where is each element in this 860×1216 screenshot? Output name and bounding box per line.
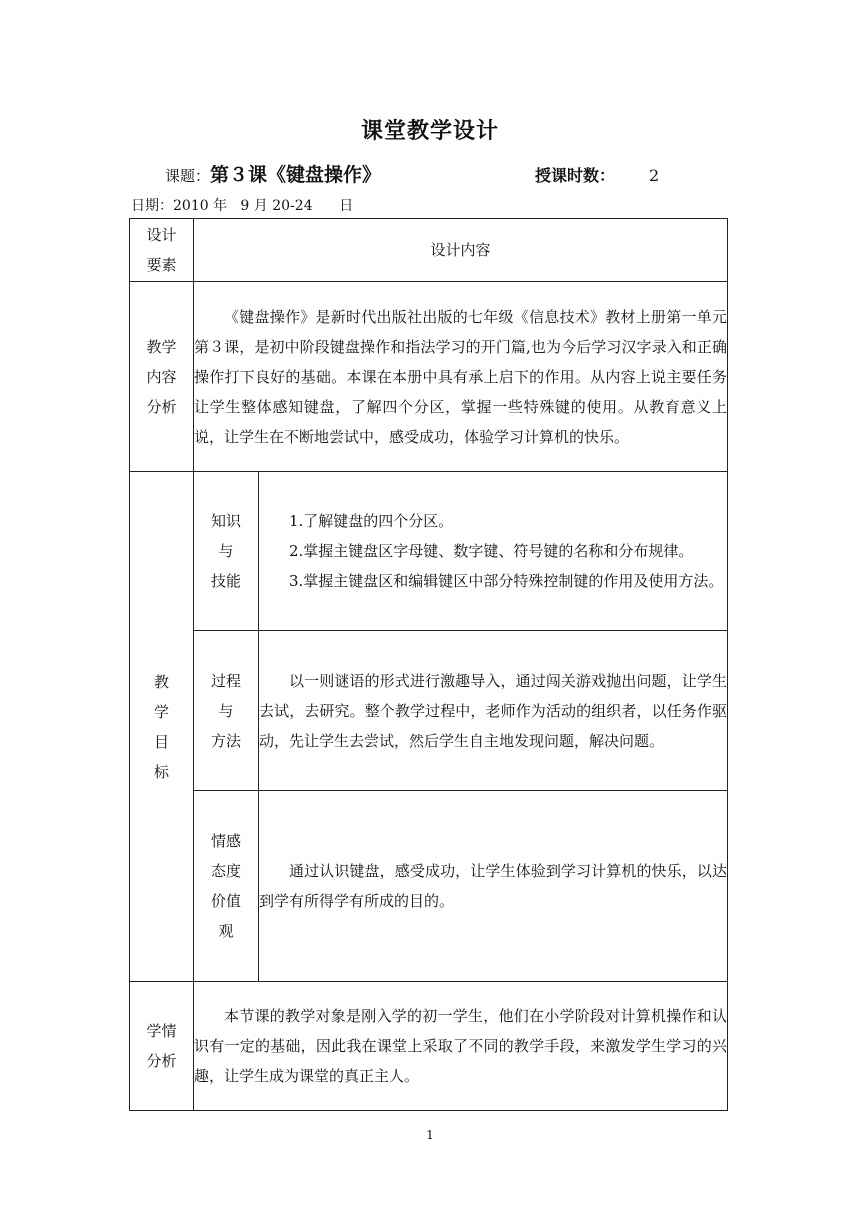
content-analysis-label-line: 教学 [146,337,177,356]
process-label [194,631,259,791]
process-row [130,631,728,791]
knowledge-label-line: 与 [218,542,234,560]
process-label-line: 过程 [210,671,241,690]
learner-analysis-label [130,982,194,1111]
page-title: 课堂教学设计 [360,118,499,144]
content-analysis-label [130,282,194,472]
subject-value: 第３课《键盘操作》 [210,164,382,186]
learner-analysis-label-line: 分析 [146,1052,177,1070]
knowledge-item: 3.掌握主键盘区和编辑键区中部分特殊控制键的作用及使用方法。 [289,572,724,590]
content-analysis-text: 《键盘操作》是新时代出版社出版的七年级《信息技术》教材上册第一单元第３课，是初中阶段键盘操作和指法学习的开门篇,也为今后学习汉字录入和正确操作打下良好的基础。本课在本册中具有承上启下的作用。从内容上说主要任务让学生整体感知键盘，了解四个分区，掌握一些特殊键的使用。从教育意义上说，让学生在不断地尝试中，感受成功，体验学习计算机的快乐。 [194,282,728,472]
header-elements-cell [130,219,194,282]
emotion-label-line: 情感 [210,832,241,850]
hours-label: 授课时数： [535,166,616,185]
emotion-text: 通过认识键盘，感受成功，让学生体验到学习计算机的快乐，以达到学有所得学有所成的目的。 [259,791,728,982]
goals-label-line: 学 [153,702,169,721]
learner-analysis-row [130,982,728,1111]
hours-value: 2 [649,166,660,185]
knowledge-label-line: 知识 [210,512,241,530]
goals-label-line: 教 [153,672,169,691]
page-number: 1 [426,1128,434,1142]
subject-label: 课题： [165,167,211,185]
knowledge-item: 1.了解键盘的四个分区。 [289,512,454,530]
header-content-cell: 设计内容 [194,219,728,282]
content-analysis-label-line: 分析 [146,397,177,416]
design-table [129,218,728,1111]
knowledge-label-line: 技能 [210,572,241,590]
process-text: 以一则谜语的形式进行激趣导入，通过闯关游戏抛出问题，让学生去试，去研究。整个教学过程中，老师作为活动的组织者，以任务作驱动，先让学生去尝试，然后学生自主地发现问题，解决问题。 [259,631,728,791]
knowledge-content [259,472,728,631]
date-line: 日期：2010 年 9 月 20-24 日 [131,198,354,214]
subject-line [165,160,381,187]
knowledge-label [194,472,259,631]
goals-label-line: 标 [153,762,169,781]
emotion-label-line: 观 [218,922,234,940]
learner-analysis-label-line: 学情 [146,1022,177,1040]
knowledge-row [130,472,728,631]
emotion-row [130,791,728,982]
content-analysis-label-line: 内容 [146,367,177,386]
process-label-line: 与 [218,701,234,720]
content-analysis-row [130,282,728,472]
goals-label [130,472,194,982]
header-elements-line1: 设计 [146,226,177,244]
header-row [130,219,728,282]
header-elements-line2: 要素 [146,256,177,274]
emotion-label-line: 价值 [210,892,241,910]
process-label-line: 方法 [210,731,241,750]
emotion-label-line: 态度 [210,862,241,880]
knowledge-item: 2.掌握主键盘区字母键、数字键、符号键的名称和分布规律。 [289,542,694,560]
learner-analysis-text: 本节课的教学对象是刚入学的初一学生，他们在小学阶段对计算机操作和认识有一定的基础，因此我在课堂上采取了不同的教学手段，来激发学生学习的兴趣，让学生成为课堂的真正主人。 [194,982,728,1111]
goals-label-line: 目 [153,732,169,751]
teaching-hours [535,163,659,186]
emotion-label [194,791,259,982]
